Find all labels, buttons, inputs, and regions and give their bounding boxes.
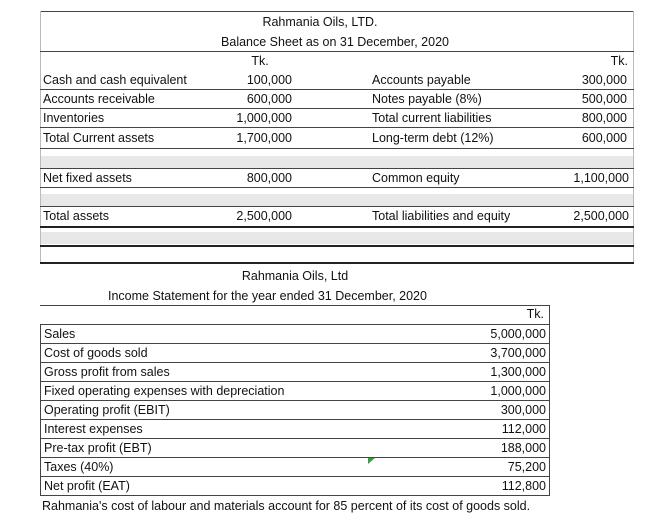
row-rule (40, 168, 634, 169)
spacer-band (41, 156, 633, 168)
row-rule (40, 148, 634, 149)
income-label: Cost of goods sold (44, 346, 148, 360)
row-rule (40, 400, 550, 401)
income-left-border (40, 324, 41, 496)
equity-value: 1,100,000 (573, 171, 629, 185)
spacer-band (41, 232, 633, 244)
income-currency: Tk. (526, 307, 544, 321)
row-rule (40, 438, 550, 439)
liability-value: 300,000 (581, 73, 627, 87)
income-value: 112,800 (501, 479, 546, 493)
totals-rule (40, 226, 634, 228)
liability-label: Accounts payable (372, 73, 471, 87)
fixed-asset-label: Net fixed assets (43, 171, 132, 185)
income-label: Net profit (EAT) (44, 479, 130, 493)
equity-label: Common equity (372, 171, 460, 185)
liability-label: Notes payable (8%) (372, 92, 482, 106)
row-rule (40, 89, 634, 90)
income-company: Rahmania Oils, Ltd (241, 269, 349, 283)
comment-marker-icon (368, 458, 375, 464)
row-rule (40, 206, 634, 207)
subtitle-rule (40, 305, 550, 306)
income-label: Fixed operating expenses with depreciation (44, 384, 285, 398)
income-label: Interest expenses (44, 422, 143, 436)
income-value: 188,000 (500, 441, 546, 455)
asset-value: 100,000 (246, 73, 292, 87)
liability-label: Total current liabilities (372, 111, 492, 125)
asset-label: Inventories (43, 111, 105, 125)
income-label: Gross profit from sales (44, 365, 170, 379)
asset-value: 1,000,000 (236, 111, 292, 125)
currency-left: Tk. (251, 54, 269, 68)
income-label: Sales (44, 327, 76, 341)
row-rule (40, 457, 550, 458)
asset-label: Cash and cash equivalent (43, 73, 187, 87)
income-value: 3,700,000 (490, 346, 546, 360)
asset-value: 1,700,000 (236, 131, 292, 145)
subtitle-rule (40, 51, 634, 52)
income-value: 1,000,000 (490, 384, 546, 398)
income-value: 1,300,000 (490, 365, 546, 379)
income-value: 5,000,000 (490, 327, 546, 341)
total-liabilities-equity-value: 2,500,000 (573, 209, 629, 223)
row-rule (40, 127, 634, 128)
section-rule (40, 262, 634, 264)
liability-value: 800,000 (581, 111, 627, 125)
total-assets-value: 2,500,000 (236, 209, 292, 223)
row-rule (40, 419, 550, 420)
liability-value: 600,000 (581, 131, 627, 145)
income-value: 112,000 (501, 422, 546, 436)
income-label: Pre-tax profit (EBT) (44, 441, 152, 455)
footnote: Rahmania's cost of labour and materials account for 85 percent of its cost of goods sold. (42, 499, 531, 513)
income-value: 300,000 (500, 403, 546, 417)
row-rule (40, 362, 550, 363)
asset-label: Accounts receivable (43, 92, 155, 106)
fixed-asset-value: 800,000 (246, 171, 292, 185)
row-rule (40, 324, 550, 325)
liability-label: Long-term debt (12%) (372, 131, 494, 145)
row-rule (40, 187, 634, 188)
income-label: Operating profit (EBIT) (44, 403, 170, 417)
row-rule (40, 495, 550, 496)
asset-value: 600,000 (246, 92, 292, 106)
row-rule (40, 476, 550, 477)
income-subtitle: Income Statement for the year ended 31 December, 2020 (108, 289, 427, 303)
balance-sheet-subtitle: Balance Sheet as on 31 December, 2020 (221, 35, 449, 49)
total-assets-label: Total assets (43, 209, 110, 223)
row-rule (40, 108, 634, 109)
section-rule (40, 245, 634, 247)
spacer-band (41, 194, 633, 206)
asset-label: Total Current assets (43, 131, 155, 145)
income-value: 75,200 (507, 460, 546, 474)
row-rule (40, 343, 550, 344)
income-label: Taxes (40%) (44, 460, 114, 474)
total-liabilities-equity-label: Total liabilities and equity (372, 209, 511, 223)
balance-sheet-company: Rahmania Oils, LTD. (262, 15, 378, 29)
row-rule (40, 381, 550, 382)
currency-right: Tk. (610, 54, 628, 68)
liability-value: 500,000 (581, 92, 627, 106)
top-border (40, 11, 634, 12)
